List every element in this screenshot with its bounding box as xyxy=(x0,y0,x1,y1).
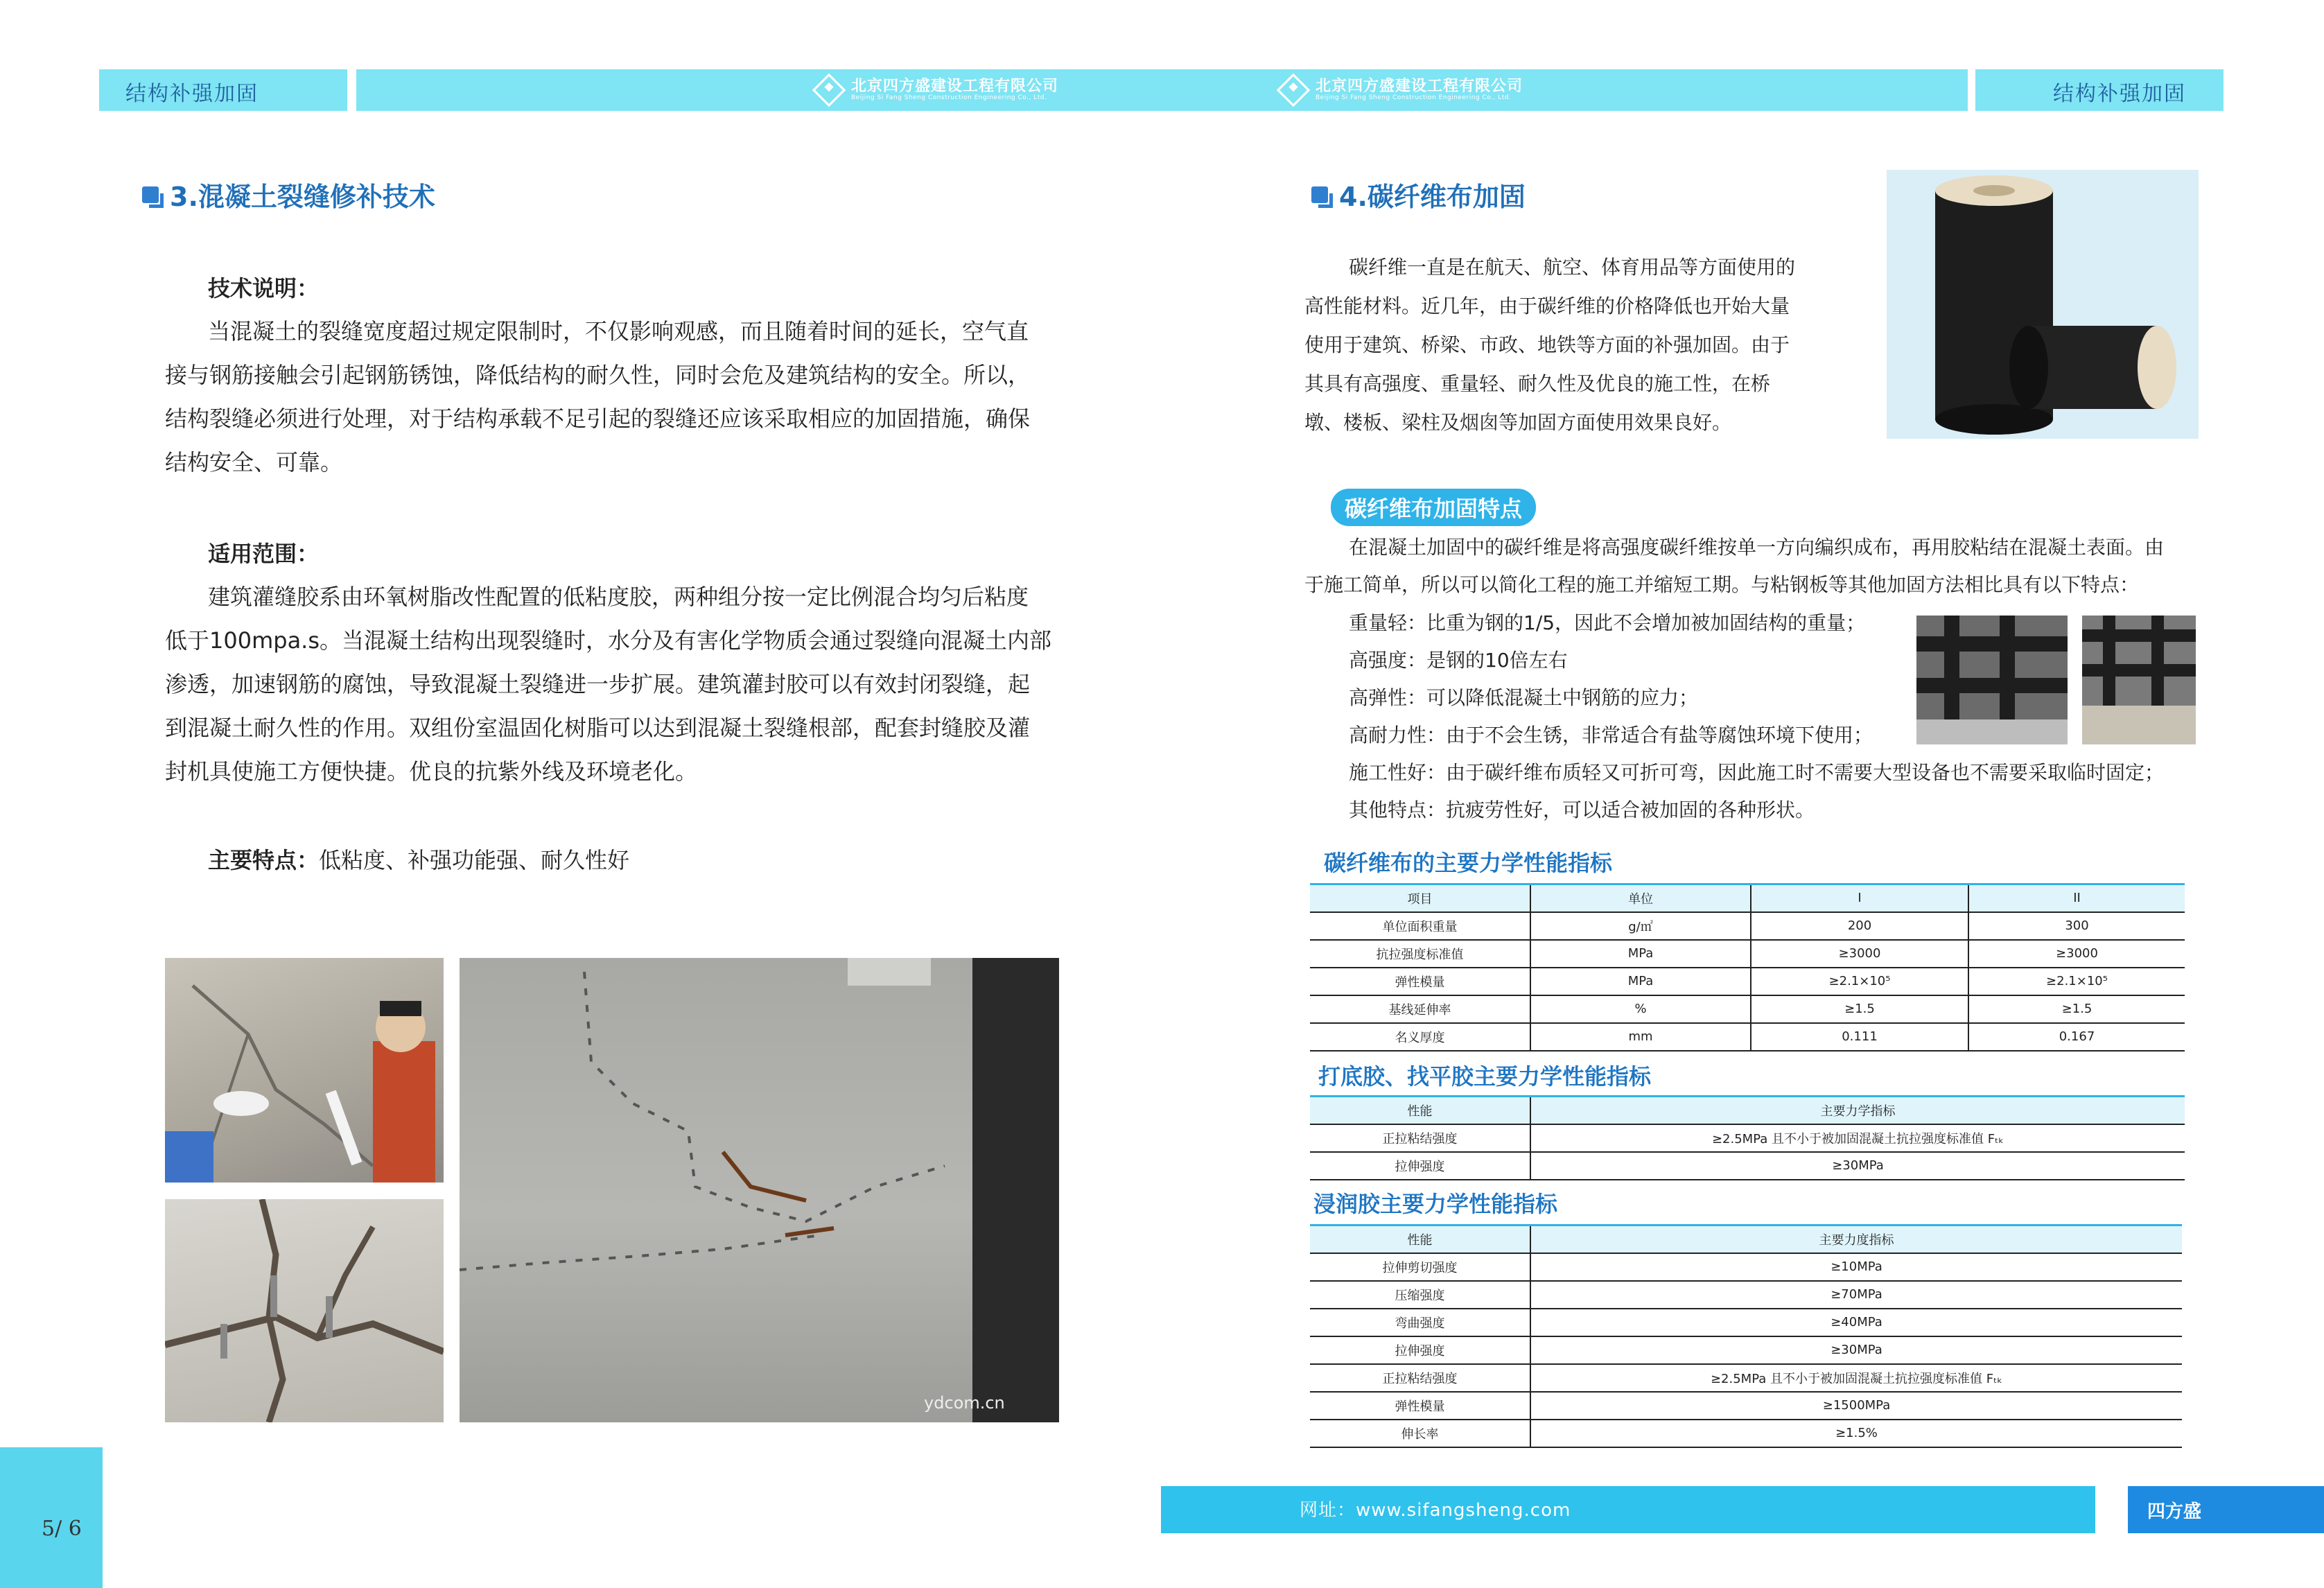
table-row xyxy=(1310,940,2185,968)
footer-brand-bar xyxy=(2128,1486,2324,1533)
table-row xyxy=(1310,995,2185,1023)
table-cell: ≥3000 xyxy=(1968,940,2185,968)
table-cell: 名义厚度 xyxy=(1310,1023,1530,1051)
table-header-cell: 单位 xyxy=(1530,884,1751,912)
table-cell: 拉伸剪切强度 xyxy=(1310,1253,1530,1281)
company-name-en: Beijing Si Fang Sheng Construction Engineering Co., Ltd. xyxy=(1316,94,1512,102)
table-header-cell: 性能 xyxy=(1310,1097,1530,1124)
feature-list xyxy=(1349,604,2201,829)
table-primer-properties xyxy=(1310,1095,2185,1180)
header-right-tab xyxy=(1975,69,2223,111)
table-row xyxy=(1310,1281,2182,1309)
bullet-square-icon xyxy=(142,186,159,203)
table-row xyxy=(1310,1420,2182,1447)
table-row xyxy=(1310,1364,2182,1392)
paragraph-line: 渗透，加速钢筋的腐蚀，导致混凝土裂缝进一步扩展。建筑灌封胶可以有效封闭裂缝，起 xyxy=(165,671,1031,697)
table-header-row xyxy=(1310,1225,2182,1253)
feature-pill: 碳纤维布加固特点 xyxy=(1331,489,1536,526)
table-cell: ≥30MPa xyxy=(1530,1336,2182,1364)
carbon-intro xyxy=(1304,248,1845,442)
table3-title: 浸润胶主要力学性能指标 xyxy=(1313,1191,1558,1217)
table-cell: ≥1500MPa xyxy=(1530,1392,2182,1420)
paragraph-line: 其具有高强度、重量轻、耐久性及优良的施工性，在桥 xyxy=(1304,372,1771,395)
header-right-label: 结构补强加固 xyxy=(2053,82,2186,106)
table-header-cell: 主要力度指标 xyxy=(1530,1225,2182,1253)
paragraph-line: 封机具使施工方便快捷。优良的抗紫外线及环境老化。 xyxy=(165,758,698,785)
feature-item: 其他特点：抗疲劳性好，可以适合被加固的各种形状。 xyxy=(1349,799,1815,821)
paragraph-line: 低于100mpa.s。当混凝土结构出现裂缝时，水分及有害化学物质会通过裂缝向混凝土内部 xyxy=(165,627,1052,654)
table-cell: 正拉粘结强度 xyxy=(1310,1364,1530,1392)
table-row xyxy=(1310,1023,2185,1051)
table-cell: ≥1.5% xyxy=(1530,1420,2182,1447)
company-logo xyxy=(814,75,1058,105)
table-cell: ≥10MPa xyxy=(1530,1253,2182,1281)
paragraph-line: 在混凝土加固中的碳纤维是将高强度碳纤维按单一方向编织成布，再用胶粘结在混凝土表面。由 xyxy=(1349,536,2165,559)
company-logo-icon xyxy=(812,73,846,107)
paragraph-line: 当混凝土的裂缝宽度超过规定限制时，不仅影响观感，而且随着时间的延长，空气直 xyxy=(208,318,1029,344)
header-left-tab xyxy=(99,69,347,111)
scope-description xyxy=(165,575,1080,794)
paragraph-line: 结构安全、可靠。 xyxy=(165,449,343,475)
feature-item: 高耐力性：由于不会生锈，非常适合有盐等腐蚀环境下使用； xyxy=(1349,724,1873,747)
table-cell: 拉伸强度 xyxy=(1310,1336,1530,1364)
table-row xyxy=(1310,1336,2182,1364)
table-header-cell: II xyxy=(1968,884,2185,912)
paragraph-line: 高性能材料。近几年，由于碳纤维的价格降低也开始大量 xyxy=(1304,295,1790,317)
table-cell: 弹性模量 xyxy=(1310,968,1530,995)
feature-label: 主要特点： xyxy=(208,847,320,873)
table-cell: mm xyxy=(1530,1023,1751,1051)
company-name-cn: 北京四方盛建设工程有限公司 xyxy=(851,77,1059,95)
table-cell: 0.167 xyxy=(1968,1023,2185,1051)
company-logo-icon xyxy=(1277,73,1311,107)
table-cell: ≥2.1×10⁵ xyxy=(1751,968,1968,995)
table1-title: 碳纤维布的主要力学性能指标 xyxy=(1324,850,1613,876)
company-logo-2 xyxy=(1278,75,1523,105)
feature-intro xyxy=(1304,529,2199,604)
paragraph-line: 结构裂缝必须进行处理，对于结构承载不足引起的裂缝还应该采取相应的加固措施，确保 xyxy=(165,405,1031,432)
company-name-cn: 北京四方盛建设工程有限公司 xyxy=(1316,77,1523,95)
section-title-crack-repair xyxy=(142,175,435,213)
company-name-en: Beijing Si Fang Sheng Construction Engineering Co., Ltd. xyxy=(851,94,1047,102)
table2-title: 打底胶、找平胶主要力学性能指标 xyxy=(1318,1063,1652,1090)
table-cell: 弹性模量 xyxy=(1310,1392,1530,1420)
paragraph-line: 使用于建筑、桥梁、市政、地铁等方面的补强加固。由于 xyxy=(1304,333,1790,356)
feature-item: 重量轻：比重为钢的1/5，因此不会增加被加固结构的重量； xyxy=(1349,611,1866,634)
table-row xyxy=(1310,1152,2185,1180)
table-cell: ≥70MPa xyxy=(1530,1281,2182,1309)
table-row xyxy=(1310,1253,2182,1281)
table-header-cell: 主要力学指标 xyxy=(1530,1097,2185,1124)
table-cell: 0.111 xyxy=(1751,1023,1968,1051)
scope-label: 适用范围： xyxy=(208,541,320,567)
section-title-carbon-fiber xyxy=(1311,175,1526,213)
table-row xyxy=(1310,1309,2182,1336)
table-row xyxy=(1310,1124,2185,1152)
table-cell: 200 xyxy=(1751,912,1968,940)
table-row xyxy=(1310,968,2185,995)
table-impregnating-adhesive xyxy=(1310,1224,2182,1448)
photo-watermark: ydcom.cn xyxy=(924,1393,1005,1413)
tech-label: 技术说明： xyxy=(208,275,320,302)
table-header-row xyxy=(1310,884,2185,912)
paragraph-line: 于施工简单，所以可以简化工程的施工并缩短工期。与粘钢板等其他加固方法相比具有以下特点： xyxy=(1304,573,2140,596)
table-cell: MPa xyxy=(1530,940,1751,968)
table-cell: 抗拉强度标准值 xyxy=(1310,940,1530,968)
paragraph-line: 墩、楼板、梁柱及烟囱等加固方面使用效果良好。 xyxy=(1304,411,1732,434)
table-cell: MPa xyxy=(1530,968,1751,995)
feature-value: 低粘度、补强功能强、耐久性好 xyxy=(319,847,630,873)
section-title-text: 3.混凝土裂缝修补技术 xyxy=(170,182,435,212)
photo-carbon-ceiling-1 xyxy=(1916,616,2068,744)
bullet-square-icon xyxy=(1311,186,1328,203)
table-cell: ≥2.5MPa 且不小于被加固混凝土抗拉强度标准值 Fₜₖ xyxy=(1530,1364,2182,1392)
table-cell: 单位面积重量 xyxy=(1310,912,1530,940)
tech-description xyxy=(165,310,1080,485)
table-cell: 弯曲强度 xyxy=(1310,1309,1530,1336)
table-header-cell: 项目 xyxy=(1310,884,1530,912)
table-cell: g/㎡ xyxy=(1530,912,1751,940)
table-cell: % xyxy=(1530,995,1751,1023)
table-cell: ≥30MPa xyxy=(1530,1152,2185,1180)
table-carbon-properties xyxy=(1310,883,2185,1052)
table-cell: ≥3000 xyxy=(1751,940,1968,968)
brand-name: 四方盛 xyxy=(2147,1501,2202,1522)
photo-carbon-ceiling-2 xyxy=(2082,616,2196,744)
paragraph-line: 接与钢筋接触会引起钢筋锈蚀，降低结构的耐久性，同时会危及建筑结构的安全。所以， xyxy=(165,362,1031,388)
table-header-row xyxy=(1310,1097,2185,1124)
table-header-cell: I xyxy=(1751,884,1968,912)
photo-carbon-fiber-rolls xyxy=(1887,170,2199,439)
table-row xyxy=(1310,912,2185,940)
photo-crack-injection-ports xyxy=(165,1199,444,1422)
header-band xyxy=(356,69,1968,111)
table-cell: 正拉粘结强度 xyxy=(1310,1124,1530,1152)
section-title-text: 4.碳纤维布加固 xyxy=(1339,182,1526,212)
feature-item: 高弹性：可以降低混凝土中钢筋的应力； xyxy=(1349,686,1699,709)
paragraph-line: 碳纤维一直是在航天、航空、体育用品等方面使用的 xyxy=(1349,256,1796,279)
photo-concrete-wall-injection xyxy=(460,958,1059,1422)
table-cell: 300 xyxy=(1968,912,2185,940)
header-left-label: 结构补强加固 xyxy=(125,82,259,106)
paragraph-line: 建筑灌缝胶系由环氧树脂改性配置的低粘度胶，两种组分按一定比例混合均匀后粘度 xyxy=(208,584,1029,610)
table-cell: ≥2.5MPa 且不小于被加固混凝土抗拉强度标准值 Fₜₖ xyxy=(1530,1124,2185,1152)
feature-item: 施工性好：由于碳纤维布质轻又可折可弯，因此施工时不需要大型设备也不需要采取临时固定； xyxy=(1349,761,2165,784)
photo-crack-injection-workers xyxy=(165,958,444,1183)
footer-url-bar xyxy=(1161,1486,2095,1533)
website-link[interactable]: 网址：www.sifangsheng.com xyxy=(1300,1500,1571,1521)
table-cell: 拉伸强度 xyxy=(1310,1152,1530,1180)
table-cell: 基线延伸率 xyxy=(1310,995,1530,1023)
page-number: 5/ 6 xyxy=(42,1517,82,1541)
table-cell: ≥1.5 xyxy=(1751,995,1968,1023)
table-cell: 压缩强度 xyxy=(1310,1281,1530,1309)
main-features xyxy=(208,839,629,882)
table-cell: ≥2.1×10⁵ xyxy=(1968,968,2185,995)
table-cell: 伸长率 xyxy=(1310,1420,1530,1447)
table-row xyxy=(1310,1392,2182,1420)
table-cell: ≥40MPa xyxy=(1530,1309,2182,1336)
table-header-cell: 性能 xyxy=(1310,1225,1530,1253)
table-cell: ≥1.5 xyxy=(1968,995,2185,1023)
paragraph-line: 到混凝土耐久性的作用。双组份室温固化树脂可以达到混凝土裂缝根部，配套封缝胶及灌 xyxy=(165,715,1031,741)
feature-item: 高强度：是钢的10倍左右 xyxy=(1349,649,1568,672)
